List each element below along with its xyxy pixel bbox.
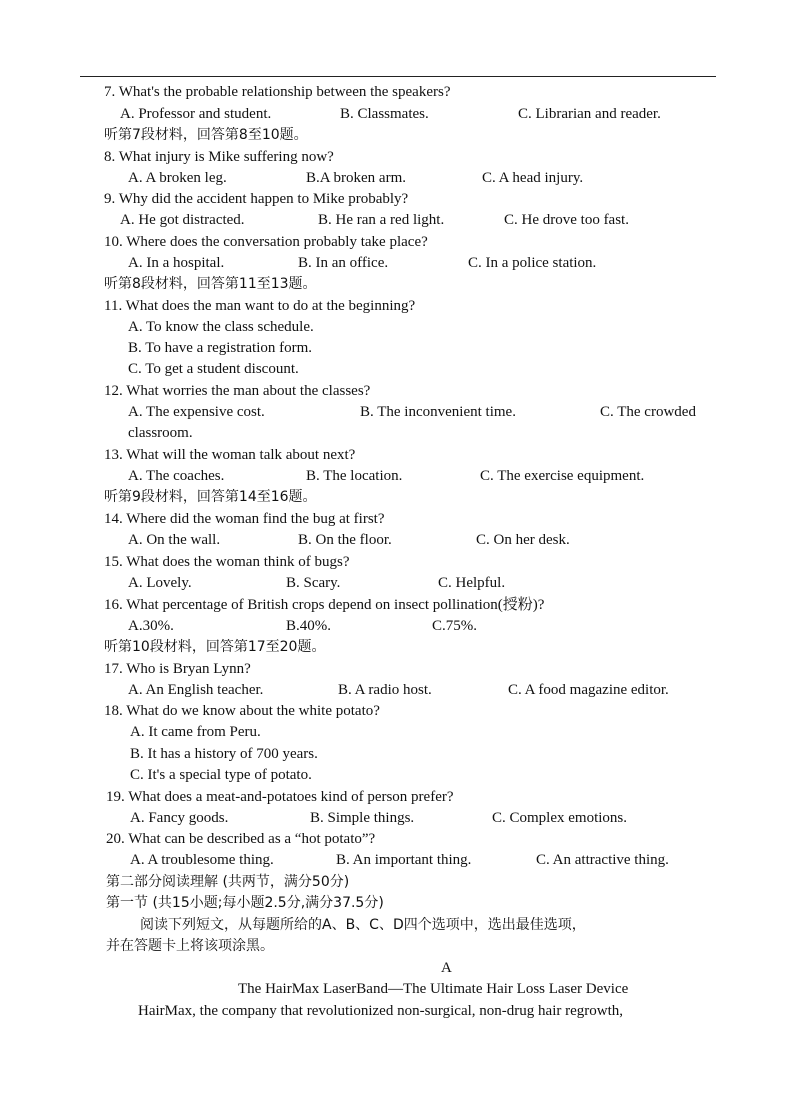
part2-heading: 第二部分阅读理解 (共两节，满分50分) (106, 874, 350, 890)
q12-stem: 12. What worries the man about the classes? (104, 383, 371, 399)
q9-stem: 9. Why did the accident happen to Mike probably? (104, 191, 409, 207)
q13-option-b[interactable]: B. The location. (306, 468, 403, 484)
top-rule (80, 76, 716, 77)
q16-stem: 16. What percentage of British crops depend on insect pollination(授粉)? (104, 597, 545, 613)
q17-option-c[interactable]: C. A food magazine editor. (508, 682, 669, 698)
section-heading-9: 听第9段材料，回答第14至16题。 (104, 489, 317, 505)
section-heading-7: 听第7段材料，回答第8至10题。 (104, 127, 308, 143)
q20-stem: 20. What can be described as a “hot potato”? (106, 831, 376, 847)
q7-option-c[interactable]: C. Librarian and reader. (518, 106, 661, 122)
q17-stem: 17. Who is Bryan Lynn? (104, 661, 251, 677)
q13-option-a[interactable]: A. The coaches. (128, 468, 225, 484)
q9-option-a[interactable]: A. He got distracted. (120, 212, 245, 228)
q8-option-c[interactable]: C. A head injury. (482, 170, 584, 186)
q12-option-a[interactable]: A. The expensive cost. (128, 404, 265, 420)
q11-option-b[interactable]: B. To have a registration form. (128, 340, 313, 356)
q18-option-b[interactable]: B. It has a history of 700 years. (130, 746, 318, 762)
passage-body-line: HairMax, the company that revolutionized non-surgical, non-drug hair regrowth, (138, 1003, 624, 1019)
q19-stem: 19. What does a meat-and-potatoes kind of person prefer? (106, 789, 454, 805)
q19-option-c[interactable]: C. Complex emotions. (492, 810, 627, 826)
q10-option-a[interactable]: A. In a hospital. (128, 255, 225, 271)
q15-option-c[interactable]: C. Helpful. (438, 575, 506, 591)
q16-option-b[interactable]: B.40%. (286, 618, 331, 634)
q7-option-b[interactable]: B. Classmates. (340, 106, 429, 122)
q20-option-b[interactable]: B. An important thing. (336, 852, 472, 868)
q8-stem: 8. What injury is Mike suffering now? (104, 149, 334, 165)
q12-option-c-continued: classroom. (128, 425, 193, 441)
q7-option-a[interactable]: A. Professor and student. (120, 106, 272, 122)
q10-option-b[interactable]: B. In an office. (298, 255, 389, 271)
instruction-line-2: 并在答题卡上将该项涂黑。 (106, 938, 274, 954)
q15-stem: 15. What does the woman think of bugs? (104, 554, 350, 570)
q16-option-a[interactable]: A.30%. (128, 618, 174, 634)
q17-option-b[interactable]: B. A radio host. (338, 682, 432, 698)
q15-option-b[interactable]: B. Scary. (286, 575, 341, 591)
q14-option-c[interactable]: C. On her desk. (476, 532, 570, 548)
q20-option-c[interactable]: C. An attractive thing. (536, 852, 669, 868)
q10-option-c[interactable]: C. In a police station. (468, 255, 597, 271)
section-heading-8: 听第8段材料，回答第11至13题。 (104, 276, 317, 292)
passage-title: The HairMax LaserBand—The Ultimate Hair Loss Laser Device (238, 981, 629, 997)
q17-option-a[interactable]: A. An English teacher. (128, 682, 264, 698)
q8-option-b[interactable]: B.A broken arm. (306, 170, 406, 186)
q14-option-a[interactable]: A. On the wall. (128, 532, 221, 548)
instruction-line-1: 阅读下列短文，从每题所给的A、B、C、D四个选项中，选出最佳选项， (140, 917, 586, 933)
q14-option-b[interactable]: B. On the floor. (298, 532, 392, 548)
q12-option-c[interactable]: C. The crowded (600, 404, 696, 420)
section-heading-10: 听第10段材料，回答第17至20题。 (104, 639, 326, 655)
q18-option-a[interactable]: A. It came from Peru. (130, 724, 261, 740)
q11-option-c[interactable]: C. To get a student discount. (128, 361, 299, 377)
q16-option-c[interactable]: C.75%. (432, 618, 477, 634)
section1-heading: 第一节 (共15小题;每小题2.5分,满分37.5分) (106, 895, 384, 911)
q7-stem: 7. What's the probable relationship between the speakers? (104, 84, 451, 100)
q11-option-a[interactable]: A. To know the class schedule. (128, 319, 314, 335)
q15-option-a[interactable]: A. Lovely. (128, 575, 192, 591)
q13-stem: 13. What will the woman talk about next? (104, 447, 356, 463)
q19-option-b[interactable]: B. Simple things. (310, 810, 415, 826)
q18-stem: 18. What do we know about the white potato? (104, 703, 380, 719)
q9-option-c[interactable]: C. He drove too fast. (504, 212, 629, 228)
q20-option-a[interactable]: A. A troublesome thing. (130, 852, 274, 868)
q19-option-a[interactable]: A. Fancy goods. (130, 810, 229, 826)
q8-option-a[interactable]: A. A broken leg. (128, 170, 227, 186)
q18-option-c[interactable]: C. It's a special type of potato. (130, 767, 312, 783)
q12-option-b[interactable]: B. The inconvenient time. (360, 404, 516, 420)
q11-stem: 11. What does the man want to do at the beginning? (104, 298, 416, 314)
q10-stem: 10. Where does the conversation probably take place? (104, 234, 428, 250)
passage-letter: A (441, 960, 452, 976)
q9-option-b[interactable]: B. He ran a red light. (318, 212, 445, 228)
q14-stem: 14. Where did the woman find the bug at first? (104, 511, 385, 527)
q13-option-c[interactable]: C. The exercise equipment. (480, 468, 645, 484)
